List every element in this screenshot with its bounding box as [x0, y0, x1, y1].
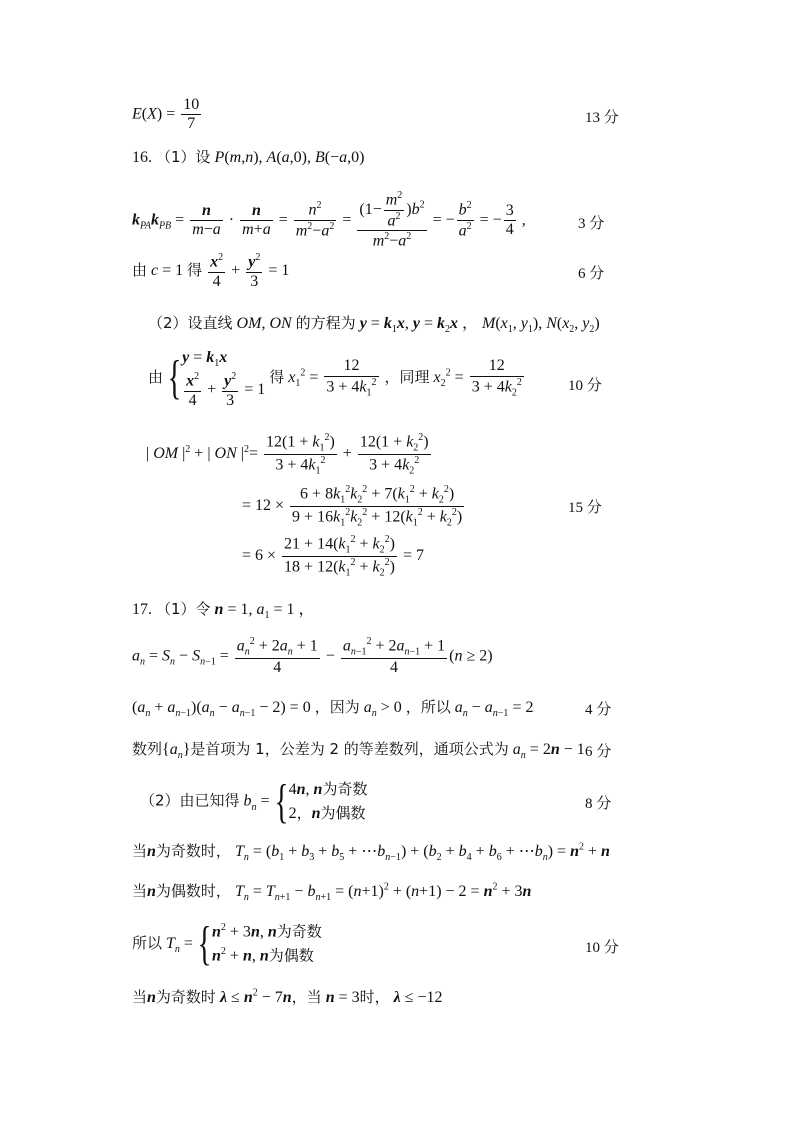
problem-16-part2: （2）设直线 OM, ON 的方程为 $y = k_1x$, $y = k_2x$ ， $M(x_1$, $y_1$), $N(x_2$, $y_2$)	[148, 314, 600, 336]
math-expression: 数列$\{a_n\}$是首项为 1，公差为 2 的等差数列，通项公式为 $a_n = 2n - 1$	[132, 740, 585, 762]
math-expression: | OM $|^2$ + | ON $|^2=$ $\frac{12(1 + k_1^2)}{3 + 4k_1^2}$ + $\frac{12(1 + k_2^2)}{3 + 4k_2^2}$	[146, 432, 429, 477]
math-expression: E(X) = $\frac{10}{7}$	[132, 96, 200, 133]
math-expression: 由{ $y = k_1x$ $\frac{x^2}{4}$ + $\frac{y^2}{3}$ = 1 得 $x_1^2$ = $\frac{12}{3 + 4k_1^2}$ ，同理 $x_2^2$ = $\frac{12}{3 + 4k_2^2}$	[148, 349, 522, 409]
math-expression: 当n为奇数时 $\lambda \le n^2 - 7n$，当 n = 3时， λ ≤ −12	[132, 987, 443, 1006]
math-expression: $a_n = S_n - S_{n-1}$ = $\frac{a_n^2 + 2a_n + 1}{4}$ − $\frac{a_{n-1}^2 + 2a_{n-1} + 1}{4}$ (n ≥ 2)	[132, 636, 493, 677]
score: 6 分	[578, 266, 605, 282]
score: 4 分	[585, 702, 612, 718]
problem-number: 16.	[132, 149, 152, 166]
problem-16-part1: 16. （1）设 P(m,n), A(a,0), B(−a,0)	[132, 148, 365, 166]
score: 8 分	[585, 796, 612, 812]
score: 10 分	[568, 378, 602, 394]
score: 6 分	[585, 744, 612, 760]
problem-17-part1: 17. （1）令 n = 1, $a_1 = 1$ ，	[132, 600, 315, 622]
math-expression: 当n为偶数时， $T_n = T_{n+1} - b_{n+1} = (n+1)^2 + (n+1) - 2 = n^2 + 3n$	[132, 881, 532, 904]
score: 15 分	[568, 500, 602, 516]
math-expression: $(a_n + a_{n-1})(a_n - a_{n-1} - 2) = 0$ ，因为 $a_n > 0$ ，所以 $a_n - a_{n-1} = 2$	[132, 698, 534, 720]
math-expression: $k_{PA}k_{PB}$ = $\frac{n}{m-a}$ · $\frac{n}{m+a}$ = $\frac{n^2}{m^2-a^2}$ = (1− $\frac{m^2}{a^2}$ )$b^2$ $m^2-a^2$ = − $\frac{b^2}{a^2}$ = − $\frac{3}{4}$ ,	[132, 190, 526, 250]
score: 13 分	[585, 110, 619, 126]
math-expression: = 12 × $\frac{6 + 8k_1^2k_2^2 + 7(k_1^2 + k_2^2)}{9 + 16k_1^2k_2^2 + 12(k_1^2 + k_2^2)}$	[242, 484, 463, 529]
math-expression: 所以 $T_n$ ={ $n^2 + 3n$, n为奇数 $n^2 + n$, n为偶数	[132, 917, 322, 971]
problem-number: 17.	[132, 601, 152, 618]
math-expression: 当n为奇数时， $T_n = (b_1 + b_3 + b_5$ + $\cdots b_{n-1}) + (b_2 + b_4 + b_6$ + $\cdots b_n) = n^2 + n$	[132, 841, 610, 864]
math-expression: 由 c = 1 得 $\frac{x^2}{4}$ + $\frac{y^2}{3}$ = 1	[132, 252, 290, 290]
math-expression: = 6 × $\frac{21 + 14(k_1^2 + k_2^2)}{18 + 12(k_1^2 + k_2^2)}$ = 7	[242, 534, 425, 579]
score: 10 分	[585, 940, 619, 956]
score: 3 分	[578, 216, 605, 232]
math-expression: （2）由已知得 $b_n$ ={ 4n, n为奇数 2，n为偶数	[140, 775, 368, 828]
